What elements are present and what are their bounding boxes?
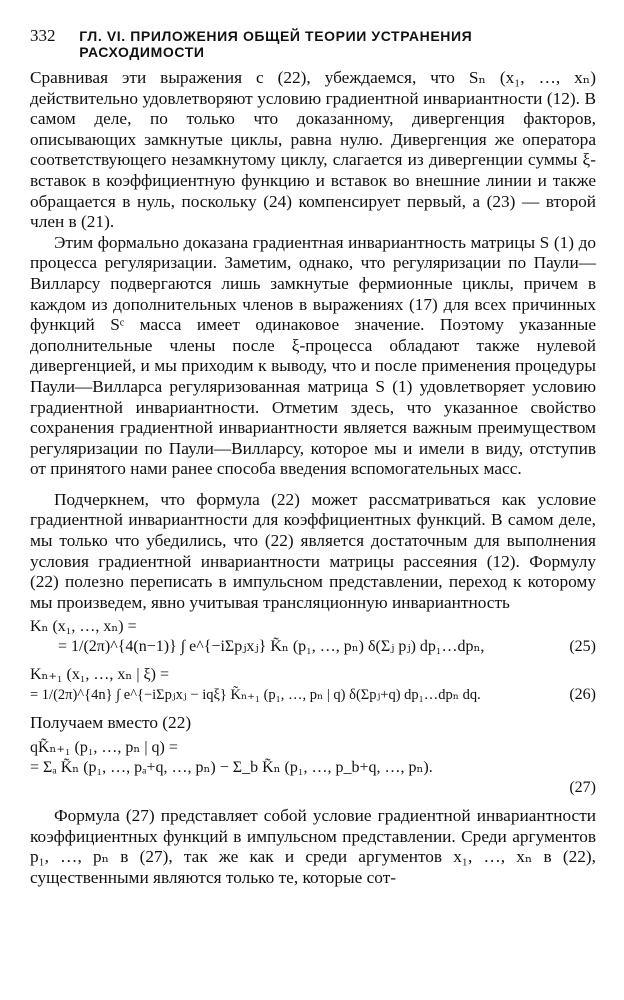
- equation-number-26: (26): [569, 686, 596, 704]
- formula-27-rhs: = Σₐ K̃ₙ (p₁, …, pₐ+q, …, pₙ) − Σ_b K̃ₙ (p₁, …, p_b+q, …, pₙ).: [30, 759, 433, 777]
- paragraph-1: Сравнивая эти выражения с (22), убеждаемся, что Sₙ (x₁, …, xₙ) действительно удовлетворяют условию градиентной инвариантности (12). В самом деле, по только что доказанному, дивергенция факторов, описывающих замкнутые циклы, равна нулю. Дивергенция же оператора соответствующего незамкнутому циклу, слагается из дивергенции суммы ξ-вставок в коэффициентную функцию и вставок во внешние линии и также обращается в нуль, поскольку (24) компенсирует первый, а (23) — второй член в (21).: [30, 68, 596, 232]
- running-header: [30, 26, 594, 60]
- formula-27: [30, 738, 596, 798]
- formula-25: [30, 617, 596, 657]
- paragraph-3: Подчеркнем, что формула (22) может рассматриваться как условие градиентной инвариантности для коэффициентных функций. В самом деле, мы только что убедились, что (22) является достаточным для выполнения условия градиентной инвариантности матрицы рассеяния (12). Формулу (22) полезно переписать в импульсном представлении, переход к которому мы произведем, явно учитывая трансляционную инвариантность: [30, 489, 596, 612]
- paragraph-5: Формула (27) представляет собой условие градиентной инвариантности коэффициентных функций в импульсном представлении. Среди аргументов p₁, …, pₙ в (27), так же как и среди аргументов x₁, …, xₙ в (22), существенными являются только те, которые сот-: [30, 806, 596, 887]
- formula-26: [30, 665, 596, 705]
- page-number: 332: [30, 26, 56, 45]
- formula-25-rhs: = 1/(2π)^{4(n−1)} ∫ e^{−iΣpⱼxⱼ} K̃ₙ (p₁, …, pₙ) δ(Σⱼ pⱼ) dp₁…dpₙ,: [58, 638, 485, 656]
- equation-number-27: (27): [569, 779, 596, 797]
- formula-26-lhs: Kₙ₊₁ (x₁, …, xₙ | ξ) =: [30, 666, 170, 684]
- page-body: [30, 68, 596, 888]
- paragraph-4: Получаем вместо (22): [30, 713, 192, 733]
- paragraph-2: Этим формально доказана градиентная инвариантность матрицы S (1) до процесса регуляризации. Заметим, однако, что регуляризации по Паули—Вилларсу подвергаются лишь замкнутые фермионные циклы, причем в каждом из дополнительных членов в выражениях (17) для всех причинных функций Sᶜ масса имеет одинаковое значение. Поэтому указанные дополнительные члены после ξ-процесса обладают также нулевой дивергенцией, и мы приходим к выводу, что и после применения процедуры Паули—Вилларса регуляризованная матрица S (1) удовлетворяет условию градиентной инвариантности. Отметим здесь, что указанное свойство сохранения градиентной инвариантности является важным преимуществом регуляризации по Паули—Вилларсу, которое мы и имели в виду, отступив от принятого нами ранее способа введения вспомогательных масс.: [30, 232, 596, 479]
- running-title: ГЛ. VI. ПРИЛОЖЕНИЯ ОБЩЕЙ ТЕОРИИ УСТРАНЕНИЯ РАСХОДИМОСТИ: [79, 28, 473, 60]
- formula-25-lhs: Kₙ (x₁, …, xₙ) =: [30, 618, 137, 636]
- equation-number-25: (25): [569, 638, 596, 656]
- formula-27-lhs: qK̃ₙ₊₁ (p₁, …, pₙ | q) =: [30, 739, 178, 757]
- formula-26-rhs: = 1/(2π)^{4n} ∫ e^{−iΣpⱼxⱼ − iqξ} K̃ₙ₊₁ (p₁, …, pₙ | q) δ(Σpⱼ+q) dp₁…dpₙ dq.: [30, 687, 481, 704]
